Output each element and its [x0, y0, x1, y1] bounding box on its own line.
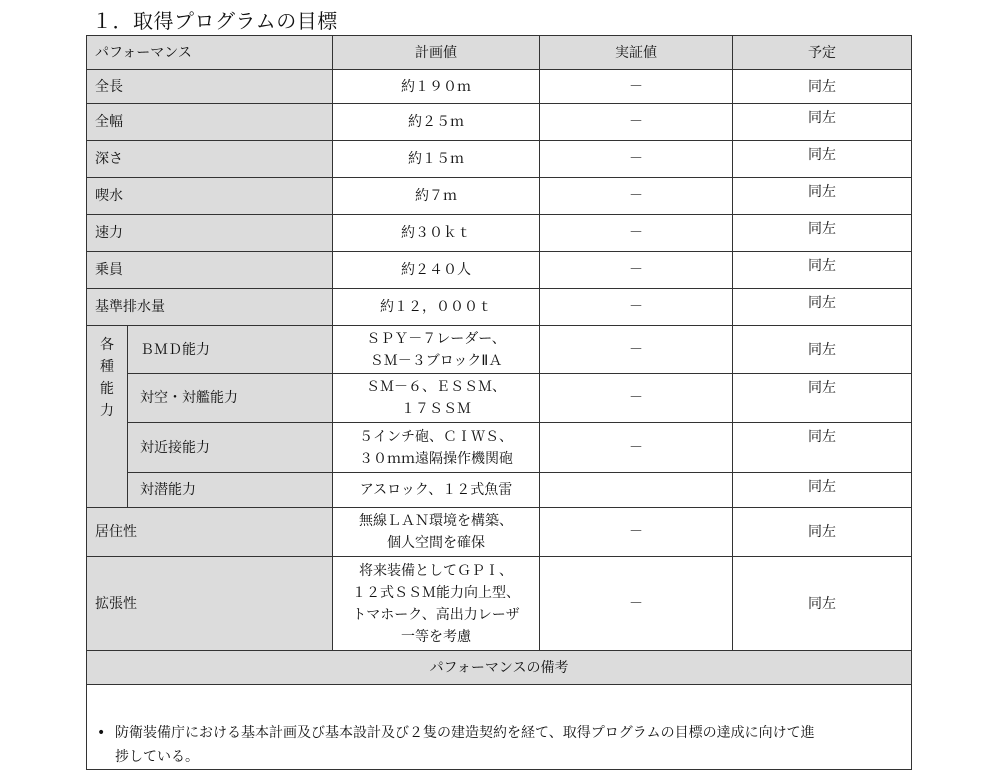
header-performance: パフォーマンス: [87, 36, 333, 70]
actual-value: －: [540, 374, 733, 423]
schedule-value: 同左: [733, 374, 912, 423]
actual-value: －: [540, 557, 733, 651]
group-label-capabilities: 各 種 能 力: [87, 326, 128, 508]
plan-value: 約２５ｍ: [333, 104, 540, 141]
row-label: 速力: [87, 215, 333, 252]
schedule-value: 同左: [733, 215, 912, 252]
schedule-value: 同左: [733, 326, 912, 374]
page-heading: １．取得プログラムの目標: [92, 9, 338, 33]
actual-value: －: [540, 215, 733, 252]
row-label: 全幅: [87, 104, 333, 141]
plan-value: 将来装備としてＧＰＩ、 １２式ＳＳＭ能力向上型、 トマホーク、高出力レーザ 一等を考慮: [333, 557, 540, 651]
header-plan: 計画値: [333, 36, 540, 70]
schedule-value: 同左: [733, 104, 912, 141]
schedule-value: 同左: [733, 141, 912, 178]
table-row: [87, 252, 912, 289]
header-actual: 実証値: [540, 36, 733, 70]
table-row: [87, 70, 912, 104]
plan-value: ＳＰＹ－７レーダー、 ＳＭ－３ブロックⅡＡ: [333, 326, 540, 374]
plan-value: 約２４０人: [333, 252, 540, 289]
plan-value: 約１９０ｍ: [333, 70, 540, 104]
schedule-value: 同左: [733, 423, 912, 473]
actual-value: －: [540, 289, 733, 326]
actual-value: －: [540, 104, 733, 141]
plan-value: ５インチ砲、ＣＩＷＳ、 ３０ｍｍ遠隔操作機関砲: [333, 423, 540, 473]
actual-value: －: [540, 178, 733, 215]
schedule-value: 同左: [733, 178, 912, 215]
schedule-value: 同左: [733, 289, 912, 326]
actual-value: [540, 473, 733, 508]
table-row: [87, 215, 912, 252]
plan-value: 約１５ｍ: [333, 141, 540, 178]
actual-value: －: [540, 326, 733, 374]
actual-value: －: [540, 70, 733, 104]
row-label: 深さ: [87, 141, 333, 178]
table-row: [87, 473, 912, 508]
actual-value: －: [540, 423, 733, 473]
row-label: 喫水: [87, 178, 333, 215]
table-row: [87, 104, 912, 141]
table-row: [87, 423, 912, 473]
table-row: [87, 326, 912, 374]
row-label: 居住性: [87, 508, 333, 557]
schedule-value: 同左: [733, 70, 912, 104]
note-line: 捗している。: [115, 749, 199, 765]
schedule-value: 同左: [733, 473, 912, 508]
row-label: 乗員: [87, 252, 333, 289]
plan-value: 約１２，０００ｔ: [333, 289, 540, 326]
row-label: 対潜能力: [128, 473, 333, 508]
schedule-value: 同左: [733, 557, 912, 651]
row-label: 対近接能力: [128, 423, 333, 473]
plan-value: アスロック、１２式魚雷: [333, 473, 540, 508]
plan-value: 無線ＬＡＮ環境を構築、 個人空間を確保: [333, 508, 540, 557]
table-row: [87, 508, 912, 557]
row-label: ＢＭＤ能力: [128, 326, 333, 374]
table-row: [87, 178, 912, 215]
row-label: 対空・対艦能力: [128, 374, 333, 423]
row-label: 全長: [87, 70, 333, 104]
note-line: 防衛装備庁における基本計画及び基本設計及び２隻の建造契約を経て、取得プログラムの目標の達成に向けて進: [115, 725, 815, 741]
table-row: [87, 374, 912, 423]
table-row: [87, 557, 912, 651]
notes-body: [87, 685, 912, 770]
actual-value: －: [540, 252, 733, 289]
schedule-value: 同左: [733, 508, 912, 557]
actual-value: －: [540, 141, 733, 178]
row-label: 拡張性: [87, 557, 333, 651]
plan-value: ＳＭ－６、ＥＳＳＭ、 １７ＳＳＭ: [333, 374, 540, 423]
schedule-value: 同左: [733, 252, 912, 289]
notes-title: パフォーマンスの備考: [87, 651, 912, 685]
plan-value: 約３０ｋｔ: [333, 215, 540, 252]
performance-table: [86, 35, 912, 770]
table-row: [87, 141, 912, 178]
row-label: 基準排水量: [87, 289, 333, 326]
plan-value: 約７ｍ: [333, 178, 540, 215]
bullet-icon: •: [97, 725, 106, 741]
header-schedule: 予定: [733, 36, 912, 70]
table-row: [87, 289, 912, 326]
actual-value: －: [540, 508, 733, 557]
